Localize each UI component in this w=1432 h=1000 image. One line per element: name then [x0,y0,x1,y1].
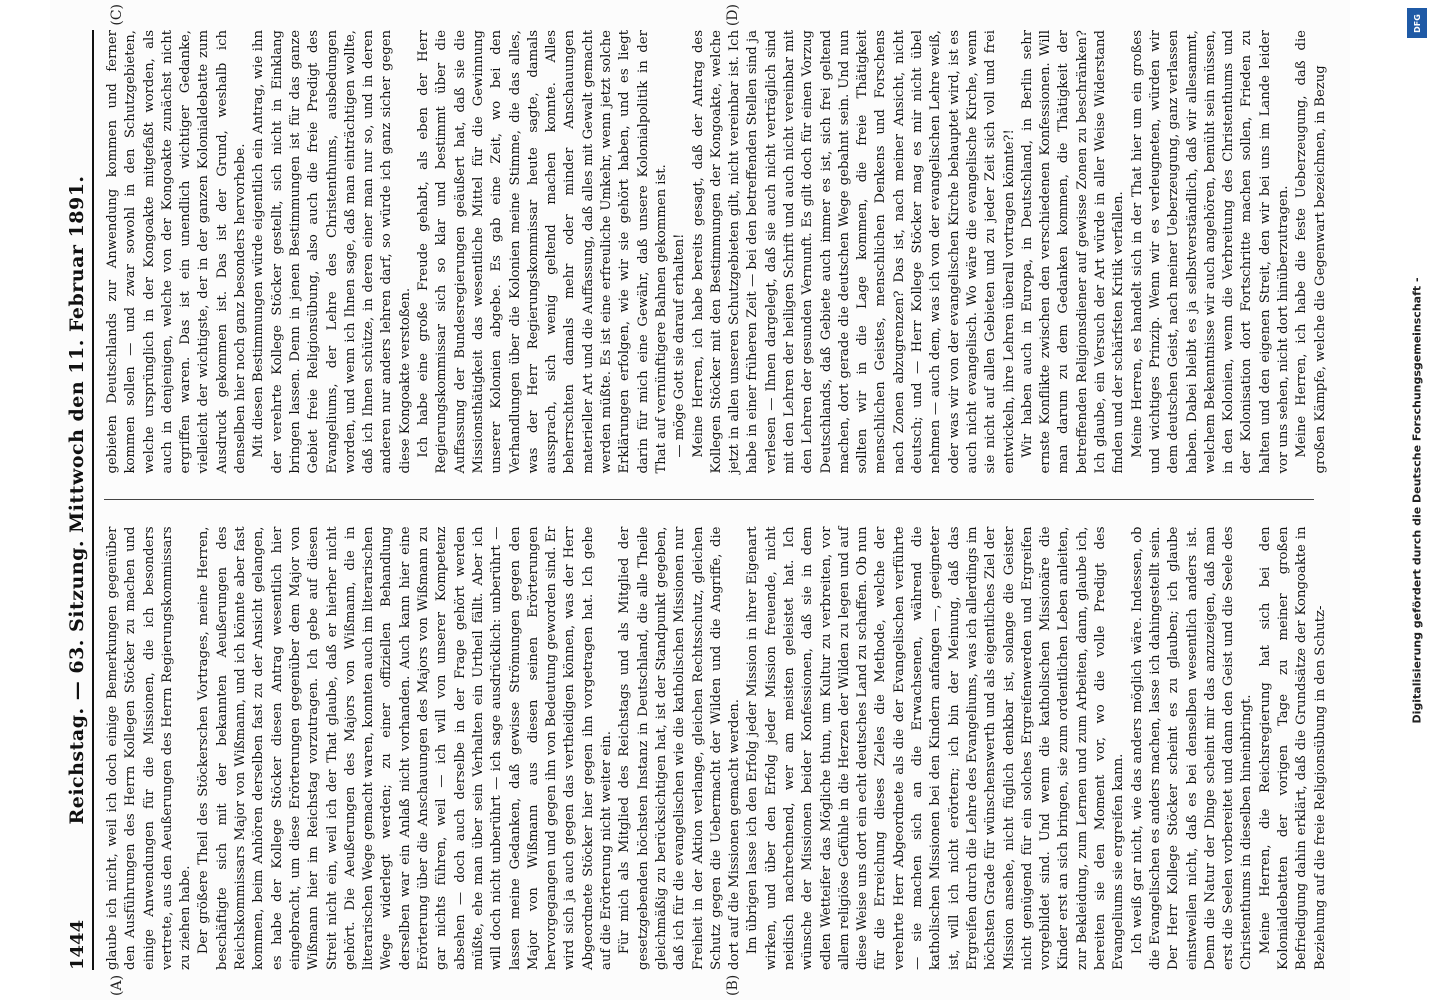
right-column-text [104,30,1328,474]
left-column-text [104,526,1328,971]
paragraph: glaube ich nicht, weil ich doch einige Bemerkungen gegenüber den Ausführungen des Herrn Kollegen Stöcker zu machen und einige Anwendungen für die Missionen, die ich besonders vertrete, aus den Aeußerungen des Herrn Regierungskommissars zu ziehen habe. [105,526,194,970]
document-page [50,0,1350,1000]
paragraph: Meine Herren, ich habe die feste Ueberzeugung, daß die großen Kämpfe, welche die Gegenwart bezeichnen, in Bezug [1294,30,1328,474]
page-body [104,4,1328,996]
paragraph: Meine Herren, ich habe bereits gesagt, daß der Antrag des Kollegen Stöcker mit den Bestimmungen der Kongoakte, welche jetzt in allen unseren Schutzgebieten gilt, nicht vereinbar ist. Ich habe in einer früheren Zeit — bei den betreffenden Stellen sind ja verlesen — Ihnen dargelegt, daß sie auch nicht verträglich sind mit den Lehren der heiligen Schrift und auch nicht vereinbar mit den Lehren der gesunden Vernunft. Es gilt doch für einen Vorzug Deutschlands, daß Gebiete auch immer es ist, sich frei geltend machen, dort gerade die deutschen Wege gebahnt sein. Und nun sollten wir in die Lage kommen, die freie Thätigkeit menschlichen Geistes, menschlichen Denkens und Forschens nach Zonen abzugrenzen? Das ist, nach meiner Ansicht, nicht deutsch; und — Herr Kollege Stöcker mag es mir nicht übel nehmen — auch dem, was ich von der evangelischen Lehre weiß, oder was wir von der evangelischen Kirche behauptet wird, ist es auch nicht evangelisch. Wo wäre die evangelische Kirche, wenn sie nicht auf allen Gebieten und zu jeder Zeit sich voll und frei entwickeln, ihre Lehren überall vortragen könnte?! [690,30,1017,474]
paragraph: Mit diesen Bestimmungen würde eigentlich ein Antrag, wie ihn der verehrte Kollege Stöcker gestellt, sich nicht in Einklang bringen lassen. Denn in jenen Bestimmungen ist für das ganze Gebiet freie Religionsübung, also auch die freie Predigt des Evangeliums, der Lehre des Christenthums, ausbedungen worden, und wenn ich Ihnen sage, daß man einträchtigen wollte, daß ich Ihnen schütze, in deren einer man nur so, und in deren anderen nur anders lehren darf, so würde ich ganz sicher gegen diese Kongoakte verstoßen. [251,30,413,474]
left-column [104,526,1328,996]
watermark-text: Digitalisierung gefördert durch die Deutsche Forschungsgemeinschaft - [1410,276,1424,724]
right-column [104,4,1328,474]
paragraph: Ich habe eine große Freude gehabt, als eben der Herr Regierungskommissar sich so klar und bestimmt über die Auffassung der Bundesregierungen geäußert hat, daß sie die Missionsthätigkeit das wesentliche Mittel für die Gewinnung unserer Kolonien abgebe. Es gab eine Zeit, wo bei den Verhandlungen über die Kolonien meine Stimme, die das alles, was der Herr Regierungskommissar heute sagte, damals aussprach, sich wenig geltend machen konnte. Alles beherrschten damals mehr oder minder Anschauungen materieller Art und die Auffassung, daß alles mit Gewalt gemacht werden müßte. Es ist eine erfreuliche Umkehr, wenn jetzt solche Erklärungen erfolgen, wie wir sie gehört haben, und es liegt darin für mich eine Gewähr, daß unsere Kolonialpolitik in der That auf vernünftigere Bahnen gekommen ist. [416,30,669,474]
page-header [66,30,94,970]
margin-mark-d: (D) [725,4,741,27]
paragraph: Ich weiß gar nicht, wie das anders möglich wäre. Indessen, ob die Evangelischen es anders machen, lasse ich dahingestellt sein. Der Herr Kollege Stöcker scheint es zu glauben; ich glaube einstweilen nicht, daß es bei denselben wesentlich anders ist. Denn die Natur der Dinge scheint mir das anzuzeigen, daß man erst die Seelen vorbereitet und dann den Geist und die Seele des Christenthums in dieselben hineinbringt. [1129,526,1255,970]
paragraph: Meine Herren, es handelt sich in der That hier um ein großes und wichtiges Prinzip. Wenn wir es verleugneten, würden wir dem deutschen Geist, nach meiner Ueberzeugung, ganz verlassen haben. Dabei bleibt es ja selbstverständlich, daß wir allesammt, welchem Bekenntnisse wir auch angehören, bemüht sein müssen, in den Kolonien, wenn die Verbreitung des Christenthums und der Kolonisation dort Fortschritte machen sollen, Frieden zu halten und den eigenen Streit, den wir bei uns im Lande leider vor uns sehen, nicht dort hinüberzutragen. [1129,30,1291,474]
dfg-logo-text: DFG [1412,13,1422,33]
paragraph: gebieten Deutschlands zur Anwendung kommen und ferner kommen sollen — und zwar sowohl in den Schutzgebieten, welche ursprünglich in der Kongoakte mitgefaßt worden, als auch in denjenigen, welche von der Kongoakte zunächst nicht ergriffen waren. Das ist ein unendlich wichtiger Gedanke, vielleicht der wichtigste, der in der ganzen Kolonialdebatte zum Ausdruck gekommen ist. Das ist der Grund, weshalb ich denselben hier noch ganz besonders hervorhebe. [105,30,249,474]
running-title: Reichstag. — 63. Sitzung. Mittwoch den 11. Februar 1891. [66,175,88,825]
column-divider [104,500,1314,501]
margin-mark-a: (A) [109,974,125,996]
paragraph: Der größere Theil des Stöckerschen Vortrages, meine Herren, beschäftigte sich mit der bekannten Aeußerungen des Reichskommissars Major von Wißmann, und ich könnte aber fast kommen, beim Anhören derselben fast zu der Ansicht gelangen, es habe der Kollege Stöcker diesen Antrag wesentlich hier eingebracht, um diese Erörterungen gegenüber dem Major von Wißmann hier im Reichstag vorzutragen. Ich gebe auf diesen Streit nicht ein, weil ich der That glaube, daß er hierher nicht gehört. Die Aeußerungen des Majors von Wißmann, die in literarischen Wege gemacht waren, konnten auch im literarischen Wege widerlegt werden; zu einer offiziellen Behandlung derselben war ein Anlaß nicht vorhanden. Auch kann hier eine Erörterung über die Anschauungen des Majors von Wißmann zu gar nichts führen, weil — ich will von unserer Kompetenz absehen — doch auch derselbe in der Frage gehört werden müßte, ehe man über sein Verhalten ein Urtheil fällt. Aber ich will doch nicht unberührt — ich sage ausdrücklich: unberührt — lassen meine Gedanken, daß gewisse Strömungen gegen den Major von Wißmann aus diesen seinen Erörterungen hervorgegangen und gegen ihn von Bedeutung geworden sind. Er wird sich ja auch gegen das vertheidigen können, was der Herr Abgeordnete Stöcker hier gegen ihn vorgetragen hat. Ich gehe auf die Erörterung nicht weiter ein. [196,526,615,970]
paragraph: Meine Herren, die Reichsregierung hat sich bei den Kolonialdebatten der vorigen Tage zu meiner großen Befriedigung dahin erklärt, daß die Grundsätze der Kongoakte in Beziehung auf die freie Religionsübung in den Schutz- [1257,526,1328,970]
page-number: 1444 [67,919,88,970]
paragraph: Für mich als Mitglied des Reichstags und als Mitglied der gesetzgebenden höchsten Instanz in Deutschland, die alle Theile gleichmäßig zu berücksichtigen hat, ist der Standpunkt gegeben, daß ich für die evangelischen wie die katholischen Missionen nur Freiheit in der Aktion verlange, gleichen Rechtsschutz, gleichen Schutz gegen die Uebermacht der Wilden und die Angriffe, die dort auf die Missionen gemacht werden. [617,526,743,970]
paragraph: Im übrigen lasse ich den Erfolg jeder Mission in ihrer Eigenart wirken, und über den Erfolg jeder Mission freuende, nicht neidisch nachrechnend, wer am meisten geleistet hat. Ich wünsche der Missionen beider Konfessionen, daß sie in dem edlen Wetteifer das Mögliche thun, um Kultur zu verbreiten, vor allem religiöse Gefühle in die Herzen der Wilden zu legen und auf diese Weise uns dort ein echt deutsches Land zu schaffen. Ob nun für die Erreichung dieses Zieles die Methode, welche der verehrte Herr Abgeordnete als die der Evangelischen verführte — sie machen sich an die Erwachsenen, während die katholischen Missionen bei den Kindern anfangen —, geeigneter ist, will ich nicht erörtern; ich bin der Meinung, daß das Ergreifen durch die Lehre des Evangeliums, was ich allerdings im höchsten Grade für wünschenswerth und als eigentliches Ziel der Mission ansehe, nicht füglich denkbar ist, solange die Geister nicht genügend für ein solches Ergreifenwerden und Ergreifen vorgebildet sind. Und wenn die katholischen Missionäre die Kinder erst an sich bringen, sie zum ordentlichen Leben anleiten, zur Bekleidung, zum Lernen und zum Arbeiten, dann, glaube ich, bereiten sie den Moment vor, wo die volle Predigt des Evangeliums sie ergreifen kann. [745,526,1127,970]
paragraph: — möge Gott sie darauf erhalten! [672,233,688,458]
margin-mark-c: (C) [109,4,125,26]
paragraph: Wir haben auch in Europa, in Deutschland, in Berlin sehr ernste Konflikte zwischen den verschiedenen Konfessionen. Will man darum zu dem Gedanken kommen, die Thätigkeit der betreffenden Religionsdiener auf gewisse Zonen zu beschränken? Ich glaube, ein Versuch der Art würde in aller Weise Widerstand finden und der schärfsten Kritik verfallen. [1019,30,1127,474]
dfg-logo [1407,8,1427,38]
digitization-watermark [1406,0,1428,1000]
margin-mark-b: (B) [725,974,741,996]
